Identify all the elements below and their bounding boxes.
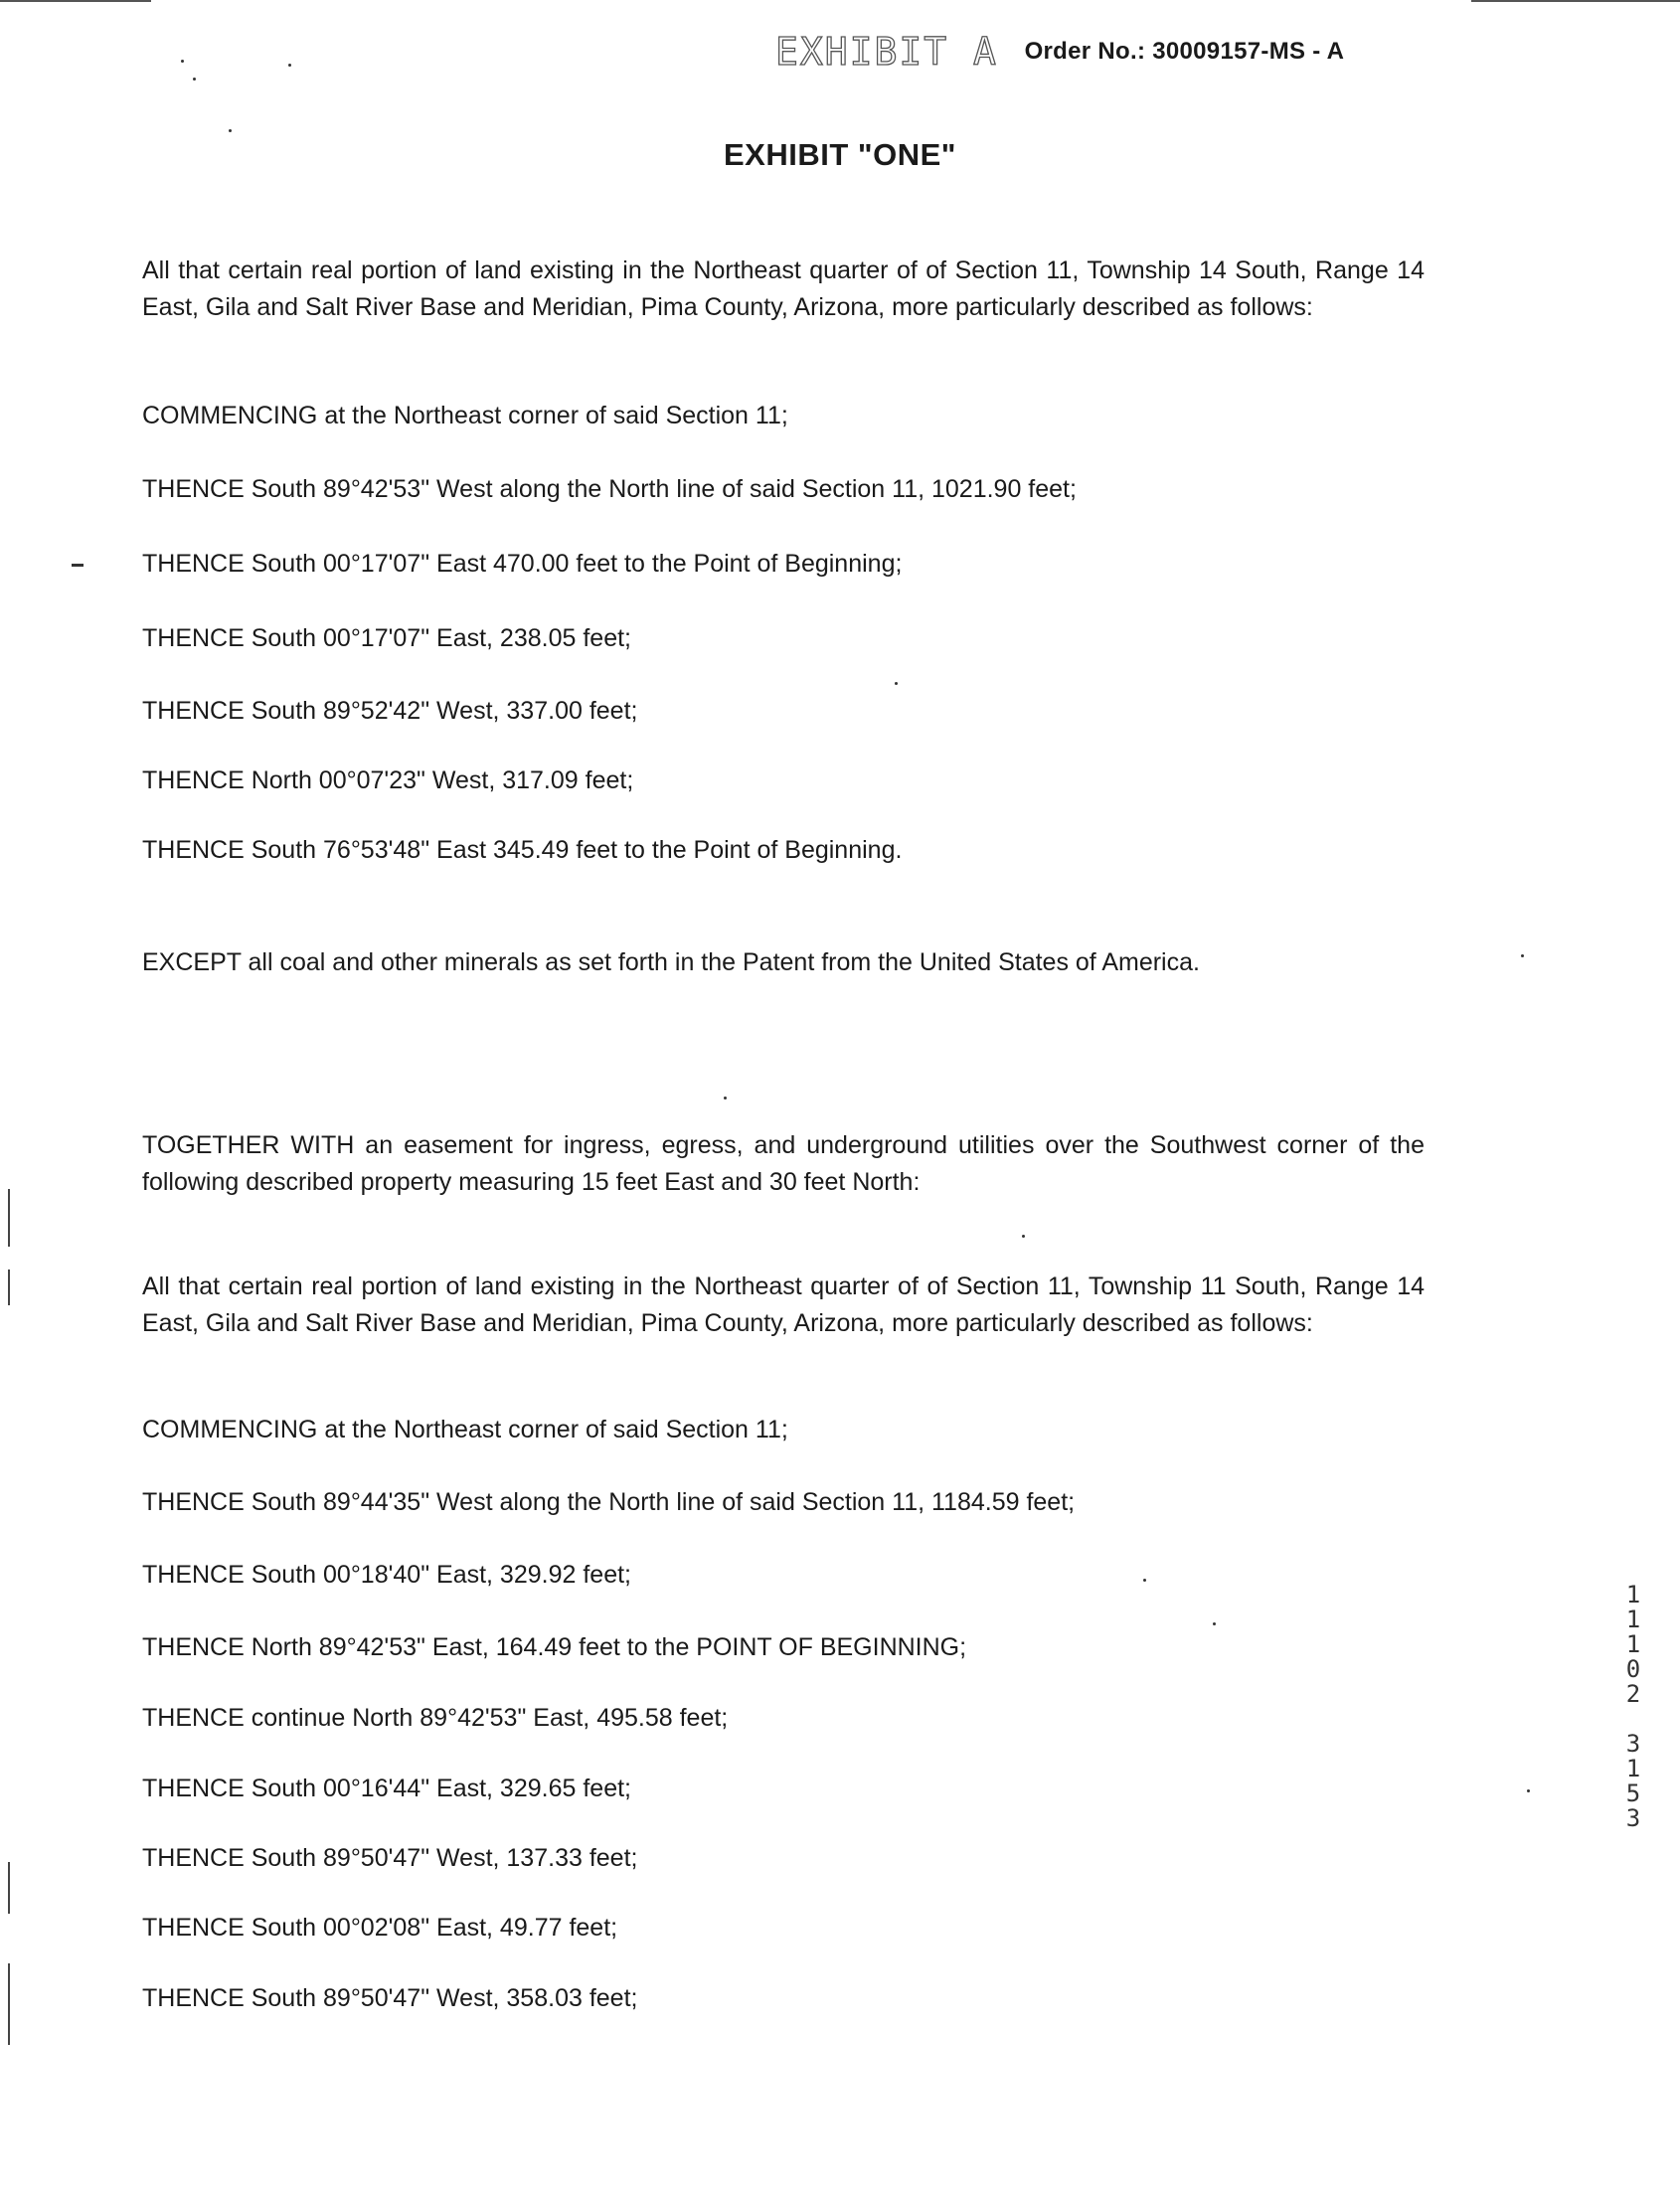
- exhibit-stamp: EXHIBIT A: [775, 30, 998, 74]
- thence-call: THENCE South 89°50'47" West, 137.33 feet;: [142, 1844, 638, 1872]
- scan-speck: [724, 1097, 727, 1100]
- scan-speck: [1521, 954, 1524, 957]
- commencing-line: COMMENCING at the Northeast corner of said Section 11;: [142, 402, 788, 429]
- margin-mark: [8, 1862, 10, 1914]
- thence-call: THENCE South 89°42'53" West along the North line of said Section 11, 1021.90 feet;: [142, 475, 1077, 503]
- scan-speck: [193, 78, 196, 81]
- except-clause: EXCEPT all coal and other minerals as set forth in the Patent from the United States of America.: [142, 948, 1200, 976]
- stamp-char: 5: [1625, 1779, 1641, 1807]
- thence-call: THENCE South 76°53'48" East 345.49 feet to the Point of Beginning.: [142, 836, 903, 864]
- thence-call: THENCE South 89°50'47" West, 358.03 feet;: [142, 1984, 638, 2012]
- easement-description: All that certain real portion of land existing in the Northeast quarter of of Section 11, Township 11 South, Range 14 East, Gila and Salt River Base and Meridian, Pima County, Arizona, more particularly described as follows:: [142, 1272, 1425, 1337]
- thence-call: THENCE South 00°02'08" East, 49.77 feet;: [142, 1914, 618, 1942]
- exhibit-title: EXHIBIT "ONE": [724, 137, 956, 172]
- recording-number-stamp: [1618, 1583, 1648, 1831]
- thence-call: THENCE South 00°17'07" East, 238.05 feet;: [142, 624, 631, 652]
- stamp-char: 1: [1625, 1606, 1641, 1633]
- scan-speck: [288, 64, 291, 67]
- thence-call: THENCE North 00°07'23" West, 317.09 feet;: [142, 766, 634, 794]
- margin-mark: [8, 1963, 10, 2045]
- stamp-char: 1: [1625, 1755, 1641, 1782]
- scan-speck: [1213, 1622, 1216, 1625]
- scan-edge-top-right: [1471, 0, 1680, 2]
- stamp-char: [1618, 1707, 1648, 1732]
- scan-speck: [1527, 1789, 1530, 1792]
- stamp-char: 2: [1625, 1680, 1641, 1708]
- thence-call: THENCE South 89°52'42" West, 337.00 feet;: [142, 697, 638, 725]
- thence-call: THENCE South 00°16'44" East, 329.65 feet;: [142, 1775, 631, 1802]
- thence-call: THENCE South 00°17'07" East 470.00 feet to the Point of Beginning;: [142, 550, 903, 578]
- scan-speck: [229, 129, 232, 132]
- margin-mark: [8, 1270, 10, 1305]
- arrow-mark: [72, 564, 84, 567]
- thence-call: THENCE South 00°18'40" East, 329.92 feet;: [142, 1561, 631, 1589]
- margin-mark: [8, 1189, 10, 1247]
- thence-call: THENCE South 89°44'35" West along the North line of said Section 11, 1184.59 feet;: [142, 1488, 1076, 1516]
- easement-clause: TOGETHER WITH an easement for ingress, egress, and underground utilities over the Southwest corner of the following described property measuring 15 feet East and 30 feet North:: [142, 1131, 1425, 1196]
- stamp-char: 1: [1625, 1581, 1641, 1608]
- order-number: Order No.: 30009157-MS - A: [1024, 38, 1345, 65]
- stamp-char: 3: [1625, 1730, 1641, 1758]
- scan-speck: [181, 60, 184, 63]
- parcel-description: All that certain real portion of land existing in the Northeast quarter of of Section 11, Township 14 South, Range 14 East, Gila and Salt River Base and Meridian, Pima County, Arizona, more particularly described as follows:: [142, 256, 1425, 321]
- thence-call: THENCE continue North 89°42'53" East, 495.58 feet;: [142, 1704, 729, 1732]
- scan-speck: [1143, 1579, 1146, 1582]
- stamp-char: 1: [1625, 1630, 1641, 1658]
- scan-speck: [895, 682, 898, 685]
- commencing-line: COMMENCING at the Northeast corner of said Section 11;: [142, 1416, 788, 1443]
- stamp-char: 3: [1625, 1804, 1641, 1832]
- stamp-char: 0: [1625, 1655, 1641, 1683]
- thence-call: THENCE North 89°42'53" East, 164.49 feet to the POINT OF BEGINNING;: [142, 1633, 967, 1661]
- header-line: [775, 30, 1344, 74]
- scan-speck: [1022, 1235, 1025, 1238]
- scan-edge-top-left: [0, 0, 151, 2]
